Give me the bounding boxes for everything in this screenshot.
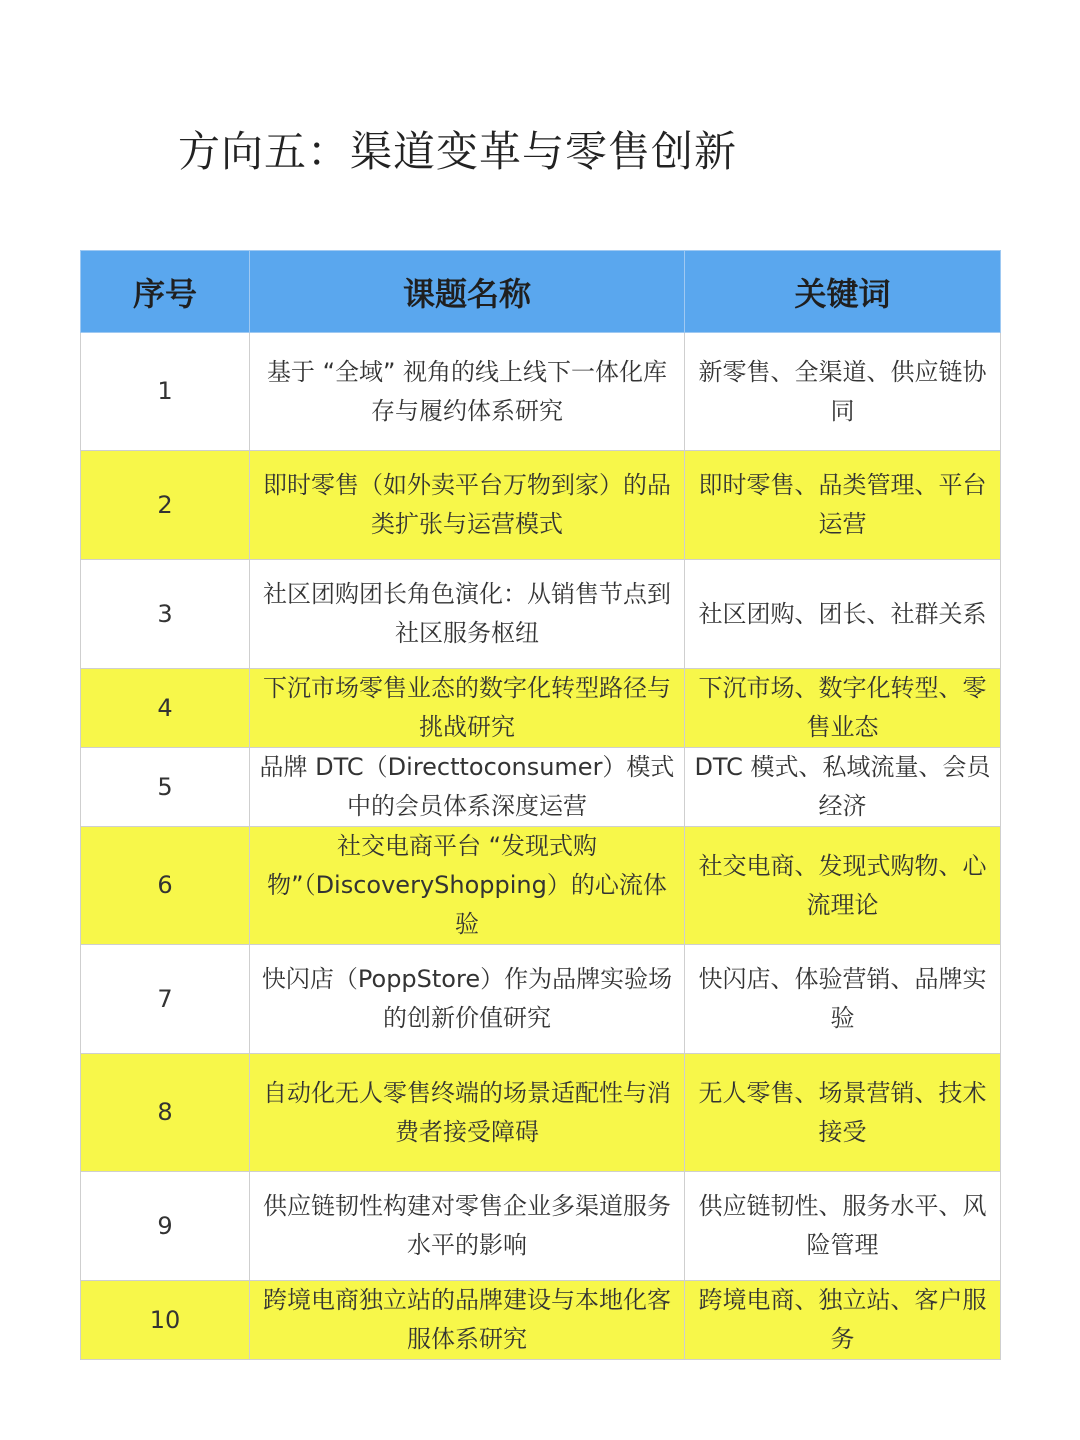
table-row <box>81 827 1001 945</box>
header-index: 序号 <box>81 251 250 333</box>
row-topic: 社交电商平台 “发现式购物”（DiscoveryShopping）的心流体验 <box>250 827 685 945</box>
row-keywords: 跨境电商、独立站、客户服务 <box>685 1281 1001 1360</box>
row-index: 7 <box>81 945 250 1054</box>
row-topic: 下沉市场零售业态的数字化转型路径与挑战研究 <box>250 669 685 748</box>
row-topic: 即时零售（如外卖平台万物到家）的品类扩张与运营模式 <box>250 451 685 560</box>
row-index: 6 <box>81 827 250 945</box>
row-topic: 基于 “全域” 视角的线上线下一体化库存与履约体系研究 <box>250 333 685 451</box>
header-keywords: 关键词 <box>685 251 1001 333</box>
row-topic: 供应链韧性构建对零售企业多渠道服务水平的影响 <box>250 1172 685 1281</box>
table-row <box>81 945 1001 1054</box>
row-index: 1 <box>81 333 250 451</box>
table-header-row <box>81 251 1001 333</box>
row-keywords: 社区团购、团长、社群关系 <box>685 560 1001 669</box>
row-keywords: 快闪店、体验营销、品牌实验 <box>685 945 1001 1054</box>
row-keywords: DTC 模式、私域流量、会员经济 <box>685 748 1001 827</box>
row-keywords: 即时零售、品类管理、平台运营 <box>685 451 1001 560</box>
row-keywords: 社交电商、发现式购物、心流理论 <box>685 827 1001 945</box>
row-topic: 社区团购团长角色演化：从销售节点到社区服务枢纽 <box>250 560 685 669</box>
header-topic: 课题名称 <box>250 251 685 333</box>
row-index: 2 <box>81 451 250 560</box>
row-keywords: 新零售、全渠道、供应链协同 <box>685 333 1001 451</box>
table-row <box>81 748 1001 827</box>
table-row <box>81 560 1001 669</box>
row-topic: 品牌 DTC（Directtoconsumer）模式中的会员体系深度运营 <box>250 748 685 827</box>
row-keywords: 下沉市场、数字化转型、零售业态 <box>685 669 1001 748</box>
row-topic: 自动化无人零售终端的场景适配性与消费者接受障碍 <box>250 1054 685 1172</box>
table-row <box>81 1172 1001 1281</box>
row-index: 9 <box>81 1172 250 1281</box>
row-index: 4 <box>81 669 250 748</box>
row-index: 3 <box>81 560 250 669</box>
table-row <box>81 1054 1001 1172</box>
table-row <box>81 1281 1001 1360</box>
page-title: 方向五：渠道变革与零售创新 <box>178 127 738 176</box>
table-row <box>81 333 1001 451</box>
table-row <box>81 451 1001 560</box>
row-topic: 快闪店（PoppStore）作为品牌实验场的创新价值研究 <box>250 945 685 1054</box>
row-keywords: 供应链韧性、服务水平、风险管理 <box>685 1172 1001 1281</box>
topic-table <box>80 250 1001 1360</box>
row-index: 8 <box>81 1054 250 1172</box>
row-index: 5 <box>81 748 250 827</box>
row-topic: 跨境电商独立站的品牌建设与本地化客服体系研究 <box>250 1281 685 1360</box>
row-index: 10 <box>81 1281 250 1360</box>
row-keywords: 无人零售、场景营销、技术接受 <box>685 1054 1001 1172</box>
table-row <box>81 669 1001 748</box>
